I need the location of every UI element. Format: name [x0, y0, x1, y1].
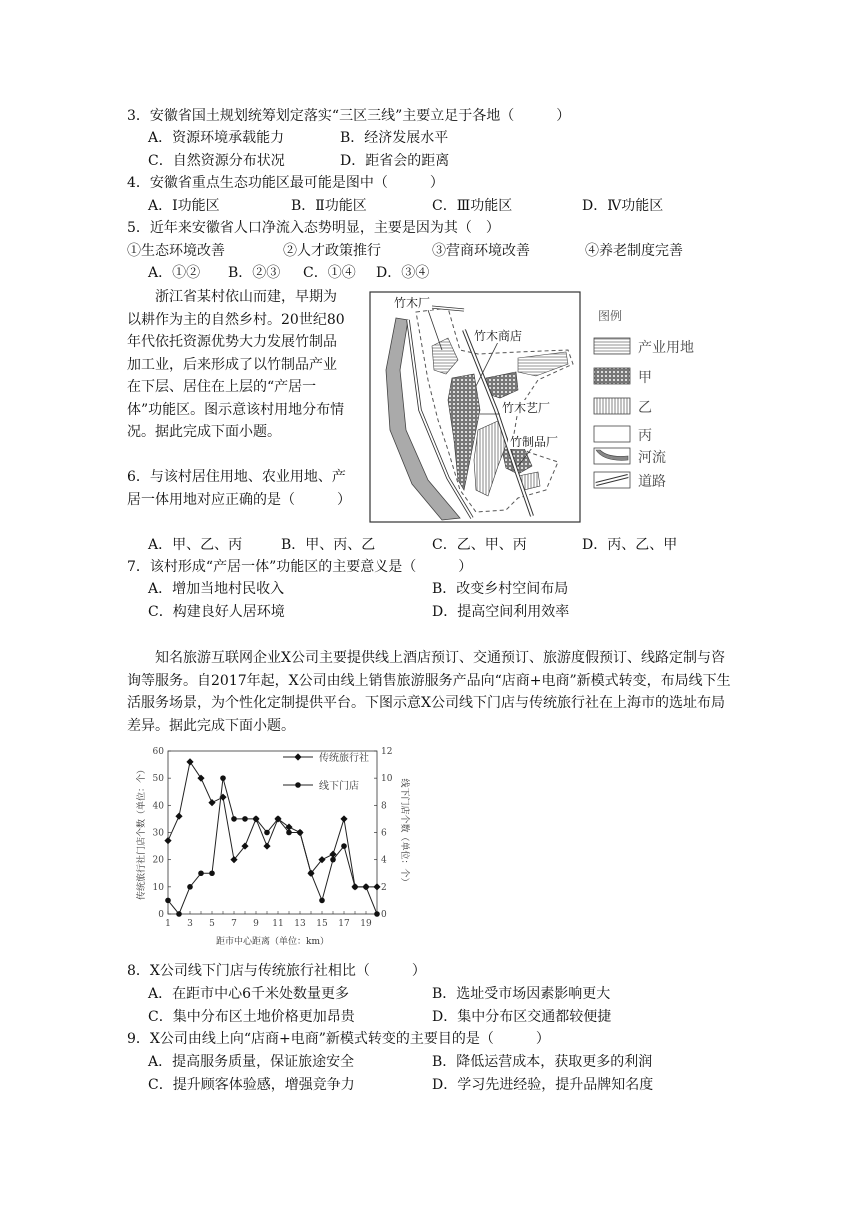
travel-intro: 知名旅游互联网企业Ⅹ公司主要提供线上酒店预订、交通预订、旅游度假预订、线路定制与咨询等服务。自2017年起，Ⅹ公司由线上销售旅游服务产品向“店商+电商”新模式转变，布局线下生活服务场景，为个性化定制提供平台。下图示意Ⅹ公司线下门店与传统旅行社在上海市的选址布局差异。据此完成下面小题。 [127, 650, 731, 734]
q3-option-b: B．经济发展水平 [340, 130, 449, 146]
series-2-point [198, 870, 204, 876]
series-2-point [308, 870, 314, 876]
legend-label-2: 线下门店 [319, 781, 359, 792]
map-label-factory: 竹木厂 [394, 296, 431, 310]
q6-option-b: B．甲、丙、乙 [281, 537, 376, 553]
legend-label-jia: 甲 [638, 370, 652, 386]
q4-option-a: A．Ⅰ功能区 [148, 198, 220, 214]
q8-option-a: A．在距市中心6千米处数量更多 [148, 986, 350, 1002]
series-2-point [330, 857, 336, 863]
series-1-point [175, 813, 182, 820]
legend-label-1: 传统旅行社 [319, 753, 369, 764]
q5-option-c: C．①④ [303, 265, 356, 281]
series-2-point [253, 816, 259, 822]
x-tick-label: 11 [272, 919, 284, 929]
series-2-point [275, 816, 281, 822]
y2-axis-label: 线下门店个数（单位：个） [399, 778, 409, 887]
store-distribution-chart [120, 742, 420, 954]
series-2-point [220, 775, 226, 781]
q6-option-c: C．乙、甲、丙 [432, 537, 527, 553]
village-intro: 浙江省某村依山而建，早期为以耕作为主的自然乡村。20世纪80年代依托资源优势大力发展竹制品加工业，后来形成了以竹制品产业在下层、居住在上层的“产居一体”功能区。图示意该村用地分布情况。据此完成下面小题。 [127, 289, 345, 440]
q5-option-a: A．①② [148, 265, 201, 281]
q8-option-b: B．选址受市场因素影响更大 [432, 986, 611, 1002]
y-tick-label: 0 [158, 910, 164, 920]
series-2-point [242, 816, 248, 822]
legend-label-bing: 丙 [638, 428, 652, 444]
q5-option-d: D．③④ [376, 265, 430, 281]
series-1-point [164, 837, 171, 844]
y-tick-label: 50 [152, 774, 164, 785]
q5-stem: 5．近年来安徽省人口净流入态势明显，主要是因为其（ ） [127, 220, 500, 236]
series-2-point [176, 911, 182, 917]
series-1-point [197, 775, 204, 782]
q9-option-a: A．提高服务质量，保证旅途安全 [148, 1054, 355, 1070]
q6-option-a: A．甲、乙、丙 [148, 537, 243, 553]
legend-yi [594, 398, 652, 416]
x-tick-label: 9 [253, 919, 259, 929]
x-tick-label: 13 [294, 919, 306, 929]
y2-tick-label: 10 [381, 774, 393, 785]
q7-option-c: C．构建良好人居环境 [148, 604, 285, 620]
y-tick-label: 40 [152, 801, 164, 812]
series-2-point [187, 884, 193, 890]
x-tick-label: 1 [165, 919, 171, 929]
legend-title: 图例 [598, 309, 623, 323]
legend-label-yi: 乙 [638, 400, 652, 416]
series-1-point [186, 758, 193, 765]
series-2-point [374, 911, 380, 917]
series-2-point [352, 884, 358, 890]
q3-option-a: A．资源环境承载能力 [148, 130, 285, 146]
x-tick-label: 5 [209, 919, 215, 929]
q4-option-c: C．Ⅲ功能区 [432, 198, 513, 214]
series-2-point [286, 830, 292, 836]
q5-option-b: B．②③ [228, 265, 281, 281]
legend-marker-circle [295, 782, 301, 788]
q8-option-c: C．集中分布区土地价格更加昂贵 [148, 1009, 355, 1025]
legend-label-river: 河流 [638, 450, 666, 466]
series-2-point [209, 870, 215, 876]
x-tick-label: 15 [316, 919, 328, 929]
legend-industrial [594, 338, 694, 356]
y-tick-label: 10 [152, 882, 164, 893]
y2-tick-label: 4 [381, 855, 387, 866]
x-axis-label: 距市中心距离（单位：km） [216, 937, 329, 947]
y-tick-label: 30 [152, 828, 164, 839]
q5-statement-2: ②人才政策推行 [283, 243, 381, 259]
y-tick-label: 20 [152, 855, 164, 866]
q3-option-d: D．距省会的距离 [340, 153, 450, 169]
y-axis-label: 传统旅行社门店个数（单位：个） [137, 764, 147, 901]
map-label-shop: 竹木商店 [474, 329, 523, 343]
series-1-point [208, 799, 215, 806]
legend-marker-diamond [294, 753, 301, 760]
map-label-art: 竹木艺厂 [502, 401, 551, 415]
q8-option-d: D．集中分布区交通都较便捷 [432, 1009, 612, 1025]
legend-river [594, 448, 666, 466]
legend-jia [594, 368, 652, 386]
q5-statement-4: ④养老制度完善 [585, 243, 683, 259]
legend-bing [594, 426, 652, 444]
y2-tick-label: 2 [381, 882, 387, 893]
q6-option-d: D．丙、乙、甲 [582, 537, 678, 553]
q9-stem: 9．Ⅹ公司由线上向“店商+电商”新模式转变的主要目的是（ ） [127, 1031, 550, 1047]
series-2-point [297, 830, 303, 836]
y2-tick-label: 8 [381, 801, 387, 812]
q9-option-c: C．提升顾客体验感，增强竞争力 [148, 1077, 355, 1093]
series-2-point [264, 830, 270, 836]
q7-option-d: D．提高空间利用效率 [432, 604, 570, 620]
series-2-point [341, 843, 347, 849]
series-1-point [340, 815, 347, 822]
series-1-point [373, 883, 380, 890]
series-2-point [165, 898, 171, 904]
y2-tick-label: 12 [381, 747, 393, 757]
legend-label-road: 道路 [638, 474, 666, 490]
x-tick-label: 17 [338, 919, 350, 929]
q3-stem: 3．安徽省国土规划统筹划定落实“三区三线”主要立足于各地（ ） [127, 108, 571, 124]
y2-tick-label: 0 [381, 910, 387, 920]
series-2-point [363, 884, 369, 890]
y-tick-label: 60 [152, 747, 164, 757]
q4-option-b: B．Ⅱ功能区 [291, 198, 367, 214]
q4-stem: 4．安徽省重点生态功能区最可能是图中（ ） [127, 175, 444, 191]
legend-road [594, 472, 666, 490]
q8-stem: 8．Ⅹ公司线下门店与传统旅行社相比（ ） [127, 963, 426, 979]
series-2-point [319, 898, 325, 904]
q9-option-b: B．降低运营成本，获取更多的利润 [432, 1054, 653, 1070]
series-2-point [231, 816, 237, 822]
legend-label-industrial: 产业用地 [638, 340, 694, 356]
village-land-use-map [368, 290, 718, 526]
q7-option-b: B．改变乡村空间布局 [432, 581, 569, 597]
q5-statement-3: ③营商环境改善 [432, 243, 530, 259]
map-label-products: 竹制品厂 [510, 435, 559, 449]
x-tick-label: 3 [187, 919, 193, 929]
q7-stem: 7．该村形成“产居一体”功能区的主要意义是（ ） [127, 559, 473, 575]
series-1-point [263, 842, 270, 849]
q3-option-c: C．自然资源分布状况 [148, 153, 285, 169]
x-tick-label: 19 [360, 919, 372, 929]
q4-option-d: D．Ⅳ功能区 [582, 198, 664, 214]
q5-statement-1: ①生态环境改善 [127, 243, 225, 259]
q6-stem: 6．与该村居住用地、农业用地、产居一体用地对应正确的是（ ） [127, 469, 351, 508]
y2-tick-label: 6 [381, 828, 387, 839]
q7-option-a: A．增加当地村民收入 [148, 581, 285, 597]
x-tick-label: 7 [231, 919, 237, 929]
q9-option-d: D．学习先进经验，提升品牌知名度 [432, 1077, 654, 1093]
